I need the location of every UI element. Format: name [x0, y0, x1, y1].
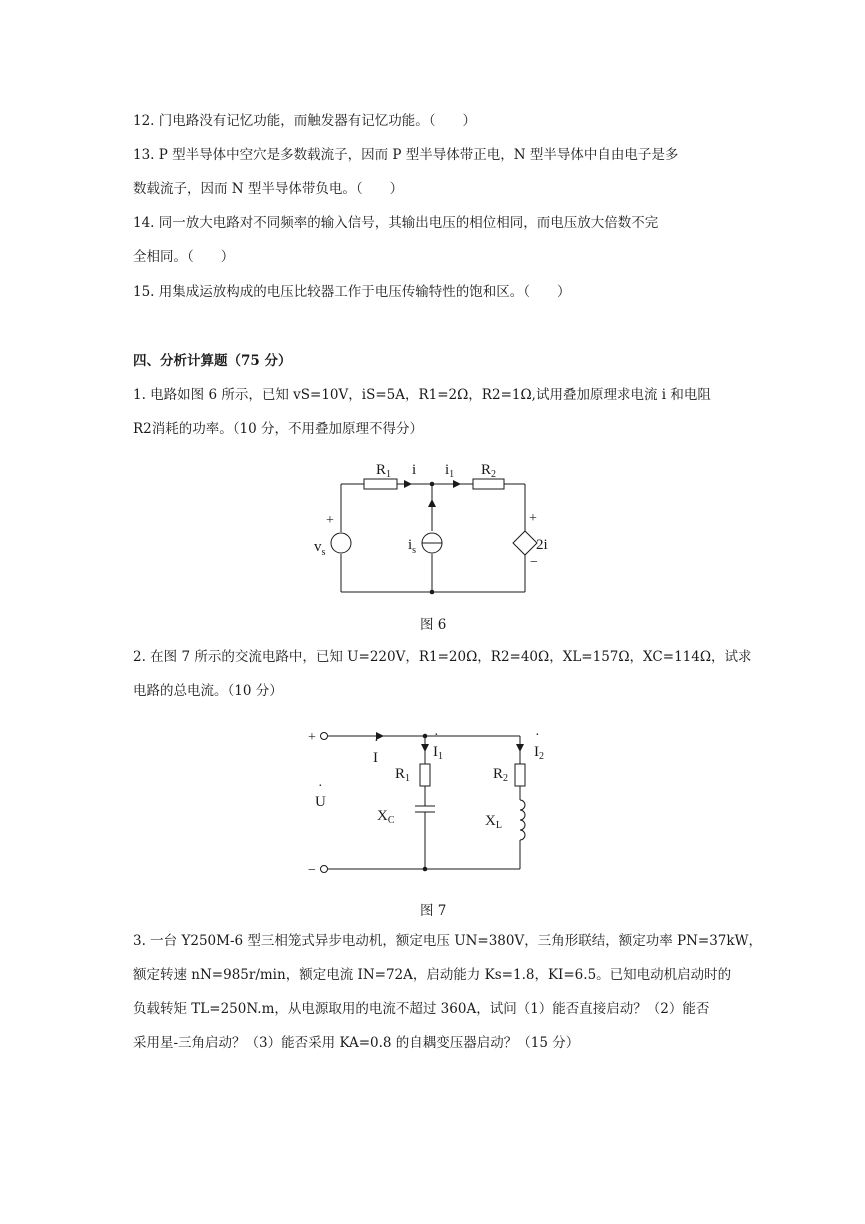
question-15: 15. 用集成运放构成的电压比较器工作于电压传输特性的饱和区。（ ） [133, 284, 571, 300]
voltage-source-vs [331, 533, 351, 553]
resistor-r2 [515, 764, 525, 786]
section-heading: 四、分析计算题（75 分） [133, 353, 292, 369]
figure-6-caption: 图 6 [420, 617, 447, 633]
node-top [430, 482, 435, 487]
node-bottom [423, 867, 428, 872]
dot-i1: · [434, 728, 439, 743]
figure-7-caption: 图 7 [420, 903, 447, 919]
label-xl: $X_L$ [485, 813, 502, 831]
label-vs: $v_s$ [314, 539, 326, 558]
problem-3-line3: 负载转矩 TL=250N.m，从电源取用的电流不超过 360A，试问（1）能否直接启动？（2）能否 [133, 1001, 710, 1017]
resistor-r1 [364, 479, 397, 489]
minus-sign: − [308, 863, 316, 878]
label-r2: $R_2$ [481, 462, 497, 480]
resistor-r1 [420, 764, 430, 786]
node-bottom [430, 590, 435, 595]
problem-1-line2: R2消耗的功率。（10 分，不用叠加原理不得分） [133, 421, 423, 437]
inductor-xl [520, 800, 525, 840]
dependent-source [513, 531, 537, 555]
plus-sign: + [308, 730, 316, 745]
question-14-line2: 全相同。（ ） [133, 249, 235, 265]
dep-plus-sign: + [529, 511, 537, 526]
terminal-minus [321, 866, 328, 873]
terminal-plus [321, 733, 328, 740]
label-r1: $R_1$ [376, 462, 392, 480]
dot-u: · [318, 779, 323, 794]
label-u: U [315, 794, 326, 810]
dot-i2: · [535, 728, 540, 743]
problem-3-line2: 额定转速 nN=985r/min，额定电流 IN=72A，启动能力 Ks=1.8，KI=6.5。已知电动机启动时的 [133, 967, 732, 983]
dep-minus-sign: − [530, 555, 538, 570]
node-top [423, 734, 428, 739]
question-13-line2: 数载流子，因而 N 型半导体带负电。（ ） [133, 181, 404, 197]
dot-i: · [374, 734, 379, 749]
question-13-line1: 13. P 型半导体中空穴是多数载流子，因而 P 型半导体带正电，N 型半导体中自由电子是多 [133, 147, 679, 163]
label-dependent-2i: 2i [536, 537, 548, 553]
label-i1: $I_1$ [433, 744, 443, 762]
problem-1-line1: 1. 电路如图 6 所示，已知 vS=10V，iS=5A，R1=2Ω，R2=1Ω,试用叠加原理求电流 i 和电阻 [133, 387, 711, 403]
resistor-r2 [473, 479, 504, 489]
label-is: $i_s$ [408, 537, 417, 556]
label-i: i [412, 462, 417, 478]
label-i2: $I_2$ [534, 744, 544, 762]
problem-3-line4: 采用星-三角启动？（3）能否采用 KA=0.8 的自耦变压器启动？（15 分） [133, 1035, 580, 1051]
label-i1: $i_1$ [445, 462, 455, 480]
question-12: 12. 门电路没有记忆功能，而触发器有记忆功能。（ ） [133, 113, 477, 129]
label-r2: $R_2$ [493, 766, 509, 784]
label-xc: $X_C$ [377, 808, 395, 826]
label-i: I [373, 750, 378, 766]
figure-7-circuit [300, 720, 544, 889]
problem-2-line2: 电路的总电流。（10 分） [133, 683, 283, 699]
problem-2-line1: 2. 在图 7 所示的交流电路中，已知 U=220V，R1=20Ω，R2=40Ω，XL=157Ω，XC=114Ω，试求 [133, 649, 752, 665]
figure-6-circuit [300, 455, 560, 609]
problem-3-line1: 3. 一台 Y250M-6 型三相笼式异步电动机，额定电压 UN=380V，三角形联结，额定功率 PN=37kW， [133, 933, 762, 949]
label-r1: $R_1$ [395, 766, 411, 784]
question-14-line1: 14. 同一放大电路对不同频率的输入信号，其输出电压的相位相同，而电压放大倍数不完 [133, 215, 659, 231]
vs-plus-sign: + [326, 513, 334, 528]
